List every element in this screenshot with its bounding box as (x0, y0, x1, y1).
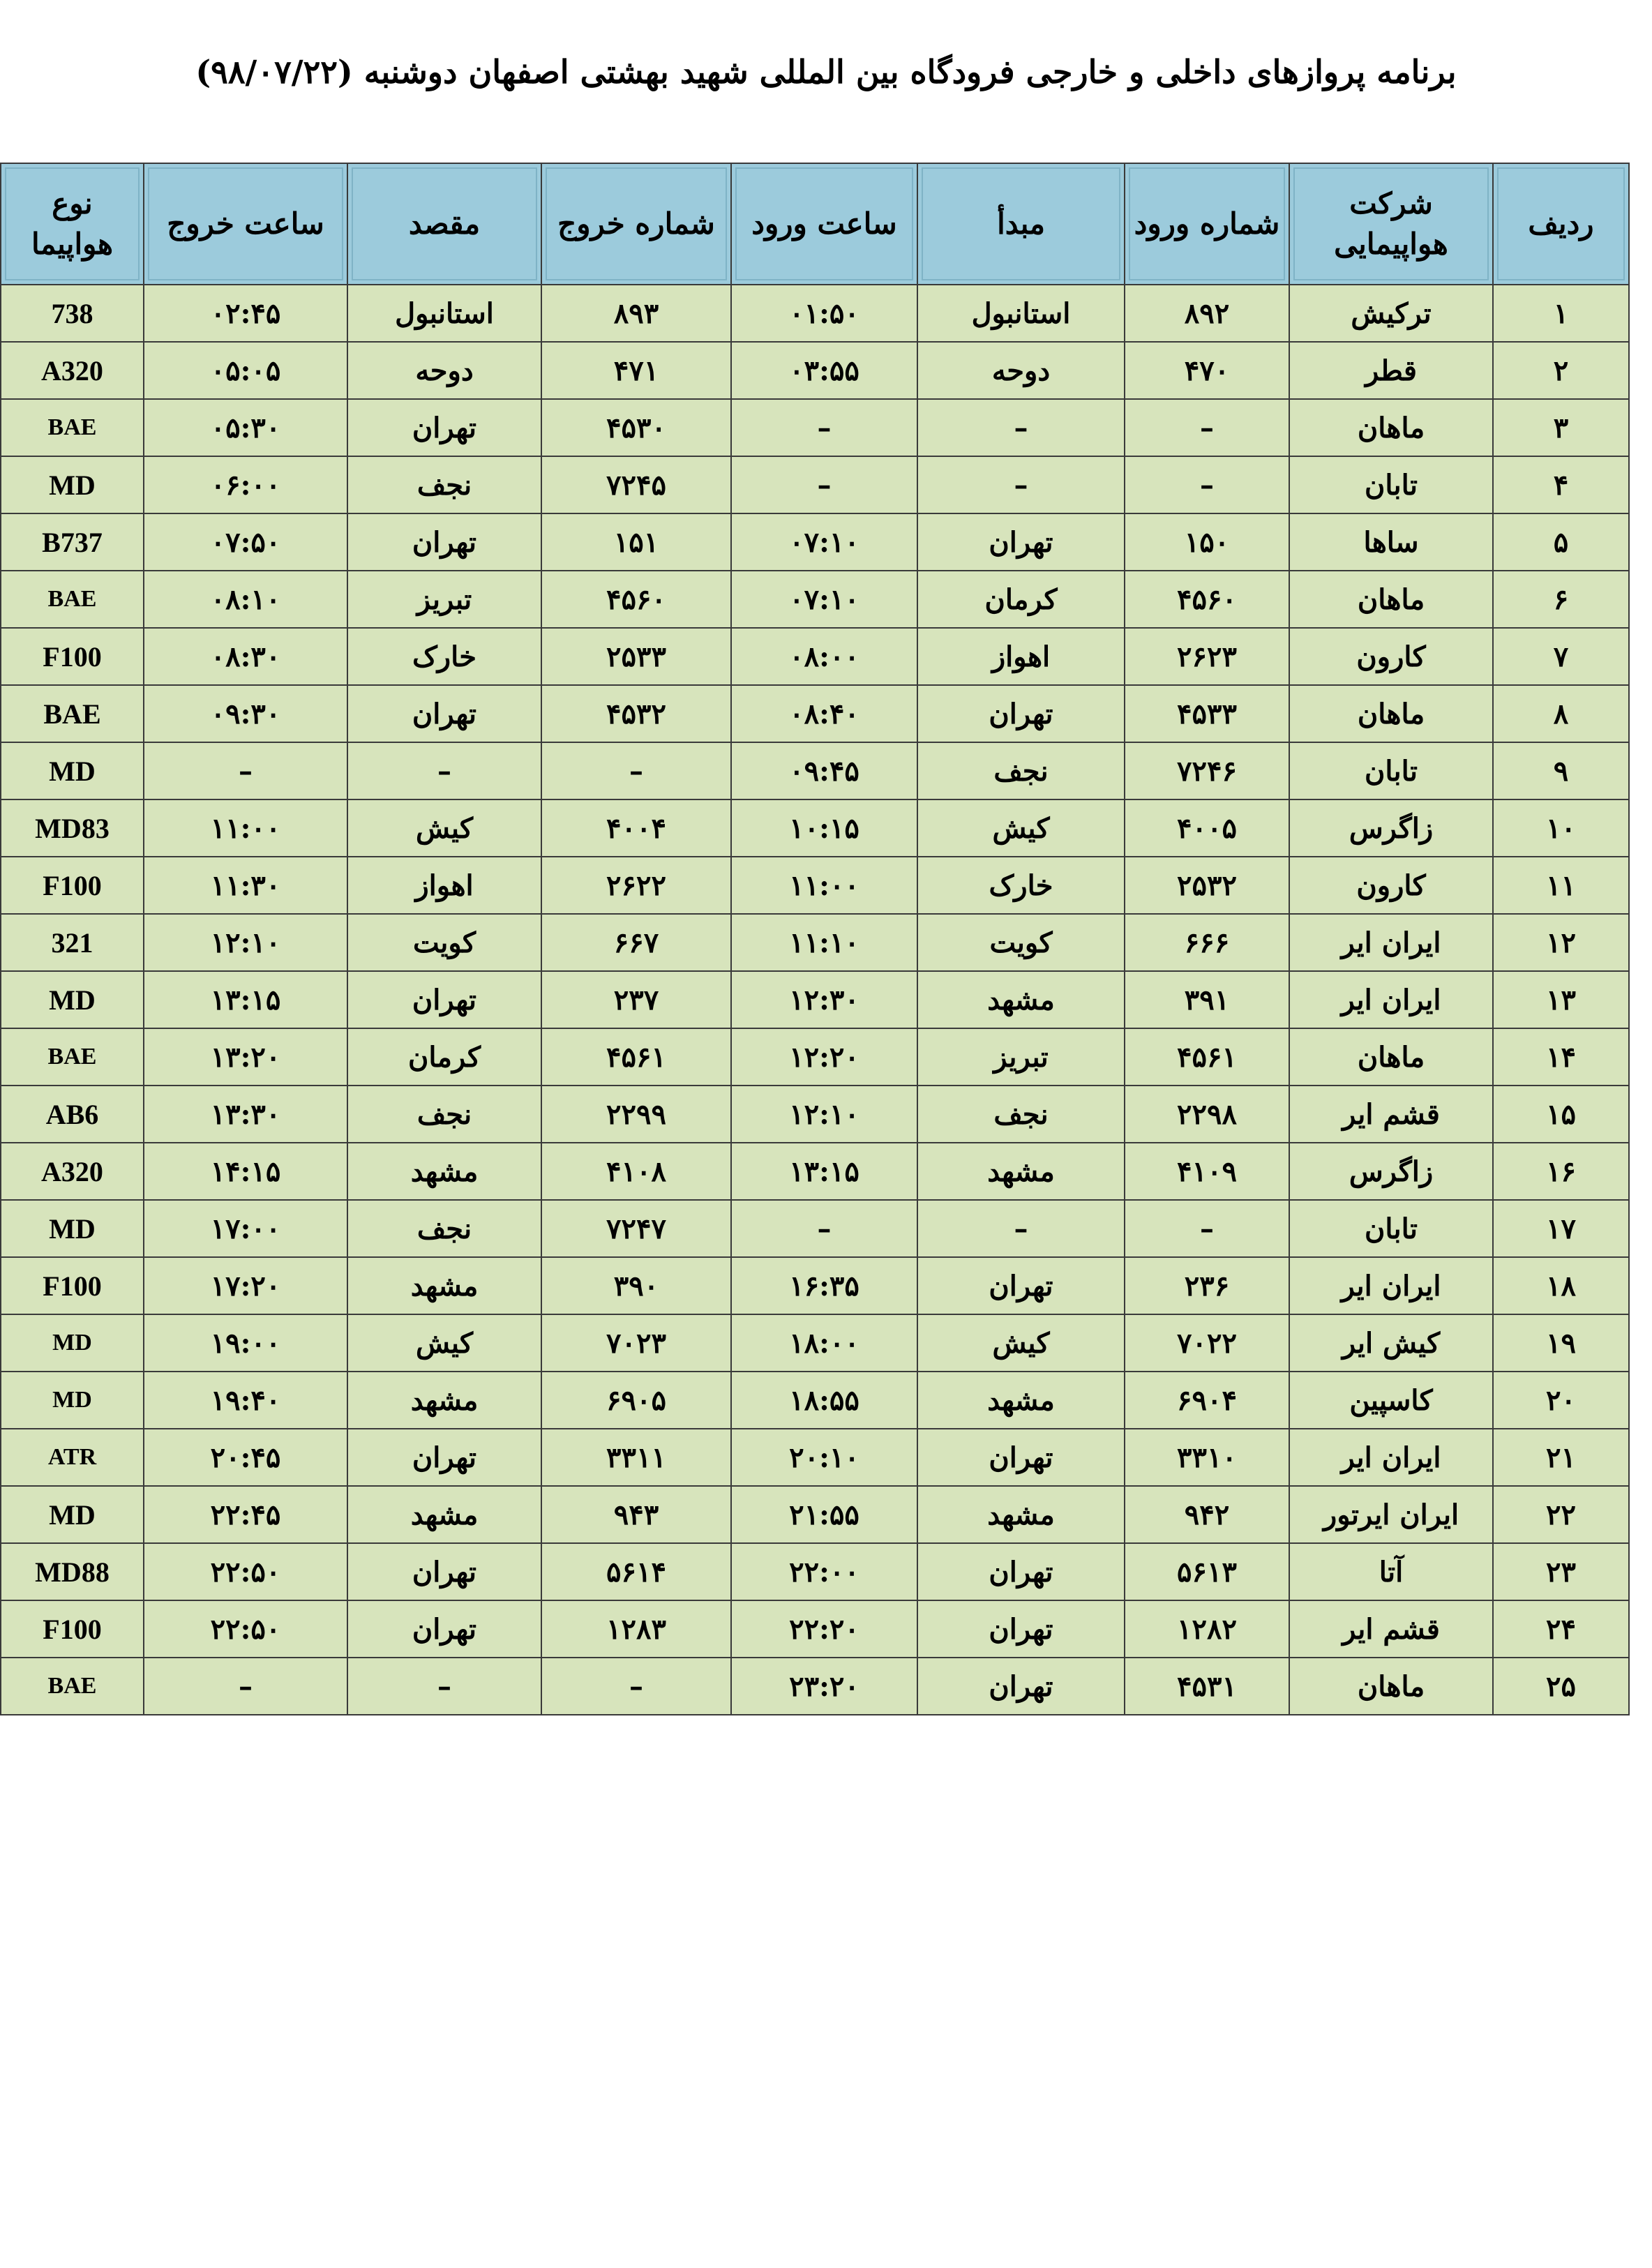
table-header-row (1, 163, 1629, 285)
departure-time-cell: ۲۲:۴۵ (144, 1486, 347, 1543)
arrival-time-cell: ۲۱:۵۵ (731, 1486, 917, 1543)
arrival-number-cell: ۲۶۲۳ (1125, 628, 1289, 685)
origin-cell: اهواز (917, 628, 1125, 685)
table-row (1, 1658, 1629, 1715)
origin-cell: – (917, 399, 1125, 456)
departure-number-cell: ۲۶۲۲ (541, 857, 731, 914)
departure-time-cell: ۲۲:۵۰ (144, 1600, 347, 1658)
arrival-number-cell: ۲۵۳۲ (1125, 857, 1289, 914)
arrival-time-cell: ۰۳:۵۵ (731, 342, 917, 399)
arrival-time-cell: ۲۲:۰۰ (731, 1543, 917, 1600)
destination-cell: مشهد (347, 1372, 541, 1429)
table-row (1, 342, 1629, 399)
arrival-number-cell: ۲۲۹۸ (1125, 1086, 1289, 1143)
departure-time-cell: – (144, 1658, 347, 1715)
arrival-number-cell: – (1125, 456, 1289, 513)
destination-cell: تهران (347, 1429, 541, 1486)
table-row (1, 799, 1629, 857)
destination-cell: مشهد (347, 1257, 541, 1314)
column-header-arrival-number: شماره ورود (1125, 163, 1289, 285)
airline-cell: کیش ایر (1289, 1314, 1493, 1372)
row-number-cell: ۴ (1493, 456, 1629, 513)
aircraft-type-cell: BAE (1, 571, 144, 628)
row-number-cell: ۱۵ (1493, 1086, 1629, 1143)
aircraft-type-cell: MD88 (1, 1543, 144, 1600)
arrival-number-cell: ۶۶۶ (1125, 914, 1289, 971)
table-row (1, 1600, 1629, 1658)
table-row (1, 857, 1629, 914)
arrival-number-cell: ۴۰۰۵ (1125, 799, 1289, 857)
row-number-cell: ۲۲ (1493, 1486, 1629, 1543)
aircraft-type-cell: F100 (1, 628, 144, 685)
row-number-cell: ۵ (1493, 513, 1629, 571)
origin-cell: تهران (917, 1429, 1125, 1486)
departure-time-cell: ۱۱:۳۰ (144, 857, 347, 914)
arrival-number-cell: ۸۹۲ (1125, 285, 1289, 342)
table-row (1, 456, 1629, 513)
row-number-cell: ۱۸ (1493, 1257, 1629, 1314)
arrival-time-cell: ۲۳:۲۰ (731, 1658, 917, 1715)
arrival-time-cell: ۰۷:۱۰ (731, 513, 917, 571)
page-title: برنامه پروازهای داخلی و خارجی فرودگاه بین المللی شهید بهشتی اصفهان دوشنبه (۹۸/۰۷/۲۲) (195, 53, 1457, 91)
origin-cell: کیش (917, 799, 1125, 857)
arrival-time-cell: ۱۸:۵۵ (731, 1372, 917, 1429)
departure-number-cell: ۷۲۴۵ (541, 456, 731, 513)
airline-cell: ایران ایرتور (1289, 1486, 1493, 1543)
aircraft-type-cell: B737 (1, 513, 144, 571)
table-row (1, 513, 1629, 571)
destination-cell: دوحه (347, 342, 541, 399)
departure-time-cell: ۱۳:۱۵ (144, 971, 347, 1028)
departure-time-cell: ۰۶:۰۰ (144, 456, 347, 513)
column-header-aircraft-type: نوع هواپیما (1, 163, 144, 285)
arrival-time-cell: ۱۱:۱۰ (731, 914, 917, 971)
arrival-time-cell: ۱۱:۰۰ (731, 857, 917, 914)
departure-number-cell: ۲۳۷ (541, 971, 731, 1028)
aircraft-type-cell: MD (1, 1486, 144, 1543)
table-row (1, 1143, 1629, 1200)
aircraft-type-cell: F100 (1, 1600, 144, 1658)
destination-cell: تهران (347, 685, 541, 742)
row-number-cell: ۱۰ (1493, 799, 1629, 857)
origin-cell: خارک (917, 857, 1125, 914)
aircraft-type-cell: MD (1, 456, 144, 513)
origin-cell: نجف (917, 742, 1125, 799)
arrival-time-cell: ۰۸:۰۰ (731, 628, 917, 685)
departure-time-cell: ۰۵:۰۵ (144, 342, 347, 399)
aircraft-type-cell: BAE (1, 685, 144, 742)
table-row (1, 399, 1629, 456)
row-number-cell: ۱ (1493, 285, 1629, 342)
origin-cell: تهران (917, 1543, 1125, 1600)
departure-number-cell: ۶۹۰۵ (541, 1372, 731, 1429)
airline-cell: قشم ایر (1289, 1086, 1493, 1143)
origin-cell: نجف (917, 1086, 1125, 1143)
destination-cell: – (347, 1658, 541, 1715)
arrival-number-cell: ۳۹۱ (1125, 971, 1289, 1028)
airline-cell: زاگرس (1289, 799, 1493, 857)
departure-number-cell: – (541, 742, 731, 799)
aircraft-type-cell: A320 (1, 342, 144, 399)
arrival-number-cell: ۴۵۳۱ (1125, 1658, 1289, 1715)
arrival-number-cell: ۹۴۲ (1125, 1486, 1289, 1543)
column-header-row-number: ردیف (1493, 163, 1629, 285)
aircraft-type-cell: MD (1, 1372, 144, 1429)
column-header-arrival-time: ساعت ورود (731, 163, 917, 285)
row-number-cell: ۱۴ (1493, 1028, 1629, 1086)
table-body (1, 285, 1629, 1715)
row-number-cell: ۲۴ (1493, 1600, 1629, 1658)
departure-time-cell: ۱۷:۰۰ (144, 1200, 347, 1257)
destination-cell: تهران (347, 399, 541, 456)
column-header-origin: مبدأ (917, 163, 1125, 285)
arrival-number-cell: ۱۵۰ (1125, 513, 1289, 571)
arrival-number-cell: ۷۰۲۲ (1125, 1314, 1289, 1372)
destination-cell: استانبول (347, 285, 541, 342)
origin-cell: دوحه (917, 342, 1125, 399)
table-row (1, 1257, 1629, 1314)
arrival-time-cell: ۱۶:۳۵ (731, 1257, 917, 1314)
aircraft-type-cell: MD (1, 1200, 144, 1257)
column-header-airline: شرکت هواپیمایی (1289, 163, 1493, 285)
arrival-number-cell: ۴۵۶۱ (1125, 1028, 1289, 1086)
destination-cell: تهران (347, 513, 541, 571)
row-number-cell: ۲۰ (1493, 1372, 1629, 1429)
row-number-cell: ۹ (1493, 742, 1629, 799)
airline-cell: ساها (1289, 513, 1493, 571)
column-header-departure-number: شماره خروج (541, 163, 731, 285)
arrival-number-cell: ۴۷۰ (1125, 342, 1289, 399)
departure-time-cell: ۱۹:۰۰ (144, 1314, 347, 1372)
departure-number-cell: ۴۷۱ (541, 342, 731, 399)
aircraft-type-cell: ATR (1, 1429, 144, 1486)
departure-number-cell: ۴۰۰۴ (541, 799, 731, 857)
destination-cell: کرمان (347, 1028, 541, 1086)
airline-cell: کارون (1289, 857, 1493, 914)
arrival-number-cell: ۶۹۰۴ (1125, 1372, 1289, 1429)
destination-cell: نجف (347, 456, 541, 513)
destination-cell: تهران (347, 971, 541, 1028)
destination-cell: نجف (347, 1086, 541, 1143)
arrival-time-cell: – (731, 1200, 917, 1257)
destination-cell: مشهد (347, 1486, 541, 1543)
arrival-time-cell: ۰۷:۱۰ (731, 571, 917, 628)
departure-number-cell: ۲۲۹۹ (541, 1086, 731, 1143)
departure-number-cell: – (541, 1658, 731, 1715)
airline-cell: قشم ایر (1289, 1600, 1493, 1658)
arrival-time-cell: – (731, 456, 917, 513)
departure-number-cell: ۷۰۲۳ (541, 1314, 731, 1372)
departure-time-cell: ۱۳:۲۰ (144, 1028, 347, 1086)
aircraft-type-cell: 738 (1, 285, 144, 342)
departure-time-cell: ۰۲:۴۵ (144, 285, 347, 342)
departure-time-cell: ۲۰:۴۵ (144, 1429, 347, 1486)
departure-number-cell: ۴۵۶۱ (541, 1028, 731, 1086)
table-row (1, 1429, 1629, 1486)
table-row (1, 285, 1629, 342)
row-number-cell: ۲ (1493, 342, 1629, 399)
departure-time-cell: ۱۷:۲۰ (144, 1257, 347, 1314)
departure-time-cell: ۱۲:۱۰ (144, 914, 347, 971)
airline-cell: ایران ایر (1289, 971, 1493, 1028)
origin-cell: تهران (917, 1600, 1125, 1658)
departure-number-cell: ۱۵۱ (541, 513, 731, 571)
departure-number-cell: ۴۵۶۰ (541, 571, 731, 628)
aircraft-type-cell: BAE (1, 399, 144, 456)
arrival-number-cell: ۲۳۶ (1125, 1257, 1289, 1314)
departure-number-cell: ۹۴۳ (541, 1486, 731, 1543)
airline-cell: ماهان (1289, 571, 1493, 628)
table-row (1, 1314, 1629, 1372)
arrival-number-cell: – (1125, 399, 1289, 456)
row-number-cell: ۳ (1493, 399, 1629, 456)
departure-time-cell: ۰۷:۵۰ (144, 513, 347, 571)
airline-cell: کارون (1289, 628, 1493, 685)
row-number-cell: ۱۱ (1493, 857, 1629, 914)
arrival-number-cell: ۴۱۰۹ (1125, 1143, 1289, 1200)
arrival-number-cell: ۵۶۱۳ (1125, 1543, 1289, 1600)
destination-cell: کیش (347, 799, 541, 857)
destination-cell: تبریز (347, 571, 541, 628)
column-header-destination: مقصد (347, 163, 541, 285)
aircraft-type-cell: MD (1, 742, 144, 799)
row-number-cell: ۲۵ (1493, 1658, 1629, 1715)
aircraft-type-cell: A320 (1, 1143, 144, 1200)
table-row (1, 1028, 1629, 1086)
origin-cell: تهران (917, 513, 1125, 571)
origin-cell: کویت (917, 914, 1125, 971)
origin-cell: – (917, 456, 1125, 513)
departure-number-cell: ۴۵۳۲ (541, 685, 731, 742)
row-number-cell: ۸ (1493, 685, 1629, 742)
departure-time-cell: ۱۱:۰۰ (144, 799, 347, 857)
airline-cell: ماهان (1289, 685, 1493, 742)
arrival-time-cell: – (731, 399, 917, 456)
row-number-cell: ۲۳ (1493, 1543, 1629, 1600)
table-row (1, 971, 1629, 1028)
airline-cell: ماهان (1289, 399, 1493, 456)
departure-number-cell: ۳۹۰ (541, 1257, 731, 1314)
table-row (1, 914, 1629, 971)
arrival-time-cell: ۰۸:۴۰ (731, 685, 917, 742)
row-number-cell: ۲۱ (1493, 1429, 1629, 1486)
table-row (1, 742, 1629, 799)
origin-cell: – (917, 1200, 1125, 1257)
row-number-cell: ۱۲ (1493, 914, 1629, 971)
column-header-departure-time: ساعت خروج (144, 163, 347, 285)
aircraft-type-cell: 321 (1, 914, 144, 971)
departure-number-cell: ۱۲۸۳ (541, 1600, 731, 1658)
row-number-cell: ۱۳ (1493, 971, 1629, 1028)
airline-cell: ایران ایر (1289, 914, 1493, 971)
table-row (1, 1486, 1629, 1543)
destination-cell: نجف (347, 1200, 541, 1257)
destination-cell: – (347, 742, 541, 799)
flight-schedule-table (0, 163, 1630, 1715)
arrival-time-cell: ۱۸:۰۰ (731, 1314, 917, 1372)
arrival-number-cell: ۴۵۶۰ (1125, 571, 1289, 628)
departure-time-cell: – (144, 742, 347, 799)
origin-cell: مشهد (917, 971, 1125, 1028)
departure-number-cell: ۶۶۷ (541, 914, 731, 971)
airline-cell: تابان (1289, 742, 1493, 799)
airline-cell: قطر (1289, 342, 1493, 399)
arrival-time-cell: ۱۲:۲۰ (731, 1028, 917, 1086)
destination-cell: مشهد (347, 1143, 541, 1200)
departure-time-cell: ۲۲:۵۰ (144, 1543, 347, 1600)
table-row (1, 571, 1629, 628)
airline-cell: آتا (1289, 1543, 1493, 1600)
airline-cell: ماهان (1289, 1658, 1493, 1715)
table-row (1, 628, 1629, 685)
departure-time-cell: ۱۴:۱۵ (144, 1143, 347, 1200)
departure-number-cell: ۴۱۰۸ (541, 1143, 731, 1200)
table-row (1, 1200, 1629, 1257)
table-row (1, 1372, 1629, 1429)
aircraft-type-cell: F100 (1, 857, 144, 914)
departure-number-cell: ۲۵۳۳ (541, 628, 731, 685)
departure-time-cell: ۱۹:۴۰ (144, 1372, 347, 1429)
aircraft-type-cell: AB6 (1, 1086, 144, 1143)
airline-cell: ایران ایر (1289, 1257, 1493, 1314)
arrival-time-cell: ۱۲:۱۰ (731, 1086, 917, 1143)
origin-cell: مشهد (917, 1486, 1125, 1543)
destination-cell: تهران (347, 1543, 541, 1600)
origin-cell: کرمان (917, 571, 1125, 628)
departure-time-cell: ۰۸:۱۰ (144, 571, 347, 628)
origin-cell: تهران (917, 685, 1125, 742)
table-row (1, 1543, 1629, 1600)
arrival-time-cell: ۰۱:۵۰ (731, 285, 917, 342)
arrival-time-cell: ۱۰:۱۵ (731, 799, 917, 857)
arrival-number-cell: – (1125, 1200, 1289, 1257)
aircraft-type-cell: BAE (1, 1658, 144, 1715)
airline-cell: تابان (1289, 456, 1493, 513)
row-number-cell: ۱۶ (1493, 1143, 1629, 1200)
destination-cell: اهواز (347, 857, 541, 914)
airline-cell: کاسپین (1289, 1372, 1493, 1429)
departure-time-cell: ۰۵:۳۰ (144, 399, 347, 456)
table-row (1, 1086, 1629, 1143)
airline-cell: ایران ایر (1289, 1429, 1493, 1486)
origin-cell: تهران (917, 1257, 1125, 1314)
departure-time-cell: ۰۹:۳۰ (144, 685, 347, 742)
airline-cell: تابان (1289, 1200, 1493, 1257)
airline-cell: ترکیش (1289, 285, 1493, 342)
arrival-number-cell: ۴۵۳۳ (1125, 685, 1289, 742)
airline-cell: زاگرس (1289, 1143, 1493, 1200)
arrival-time-cell: ۲۲:۲۰ (731, 1600, 917, 1658)
aircraft-type-cell: MD (1, 1314, 144, 1372)
arrival-number-cell: ۳۳۱۰ (1125, 1429, 1289, 1486)
departure-time-cell: ۰۸:۳۰ (144, 628, 347, 685)
arrival-number-cell: ۱۲۸۲ (1125, 1600, 1289, 1658)
origin-cell: استانبول (917, 285, 1125, 342)
aircraft-type-cell: MD83 (1, 799, 144, 857)
row-number-cell: ۷ (1493, 628, 1629, 685)
row-number-cell: ۱۹ (1493, 1314, 1629, 1372)
arrival-time-cell: ۰۹:۴۵ (731, 742, 917, 799)
destination-cell: کویت (347, 914, 541, 971)
aircraft-type-cell: F100 (1, 1257, 144, 1314)
arrival-number-cell: ۷۲۴۶ (1125, 742, 1289, 799)
aircraft-type-cell: BAE (1, 1028, 144, 1086)
destination-cell: کیش (347, 1314, 541, 1372)
origin-cell: تبریز (917, 1028, 1125, 1086)
departure-number-cell: ۳۳۱۱ (541, 1429, 731, 1486)
airline-cell: ماهان (1289, 1028, 1493, 1086)
aircraft-type-cell: MD (1, 971, 144, 1028)
origin-cell: مشهد (917, 1372, 1125, 1429)
arrival-time-cell: ۲۰:۱۰ (731, 1429, 917, 1486)
arrival-time-cell: ۱۲:۳۰ (731, 971, 917, 1028)
destination-cell: تهران (347, 1600, 541, 1658)
row-number-cell: ۱۷ (1493, 1200, 1629, 1257)
destination-cell: خارک (347, 628, 541, 685)
departure-time-cell: ۱۳:۳۰ (144, 1086, 347, 1143)
arrival-time-cell: ۱۳:۱۵ (731, 1143, 917, 1200)
departure-number-cell: ۷۲۴۷ (541, 1200, 731, 1257)
departure-number-cell: ۸۹۳ (541, 285, 731, 342)
origin-cell: کیش (917, 1314, 1125, 1372)
departure-number-cell: ۵۶۱۴ (541, 1543, 731, 1600)
row-number-cell: ۶ (1493, 571, 1629, 628)
origin-cell: تهران (917, 1658, 1125, 1715)
departure-number-cell: ۴۵۳۰ (541, 399, 731, 456)
origin-cell: مشهد (917, 1143, 1125, 1200)
table-row (1, 685, 1629, 742)
